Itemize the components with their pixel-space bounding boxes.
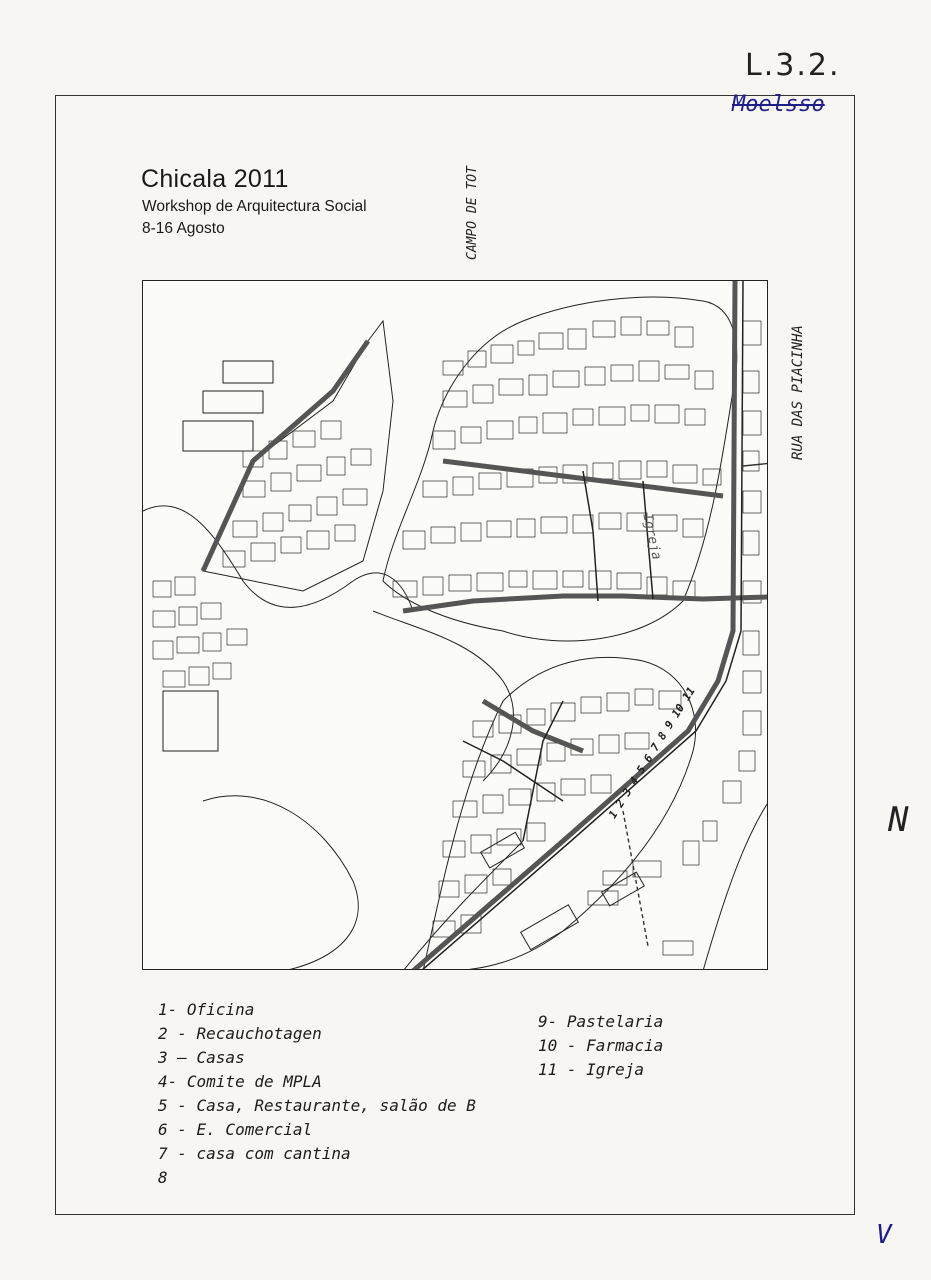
road-inner-1 bbox=[583, 471, 598, 601]
margin-mark: N bbox=[888, 800, 909, 840]
legend-item: 2 - Recauchotagen bbox=[158, 1024, 322, 1043]
legend-item: 8 bbox=[158, 1168, 168, 1187]
page-title: Chicala 2011 bbox=[141, 165, 289, 193]
map-drawing bbox=[143, 281, 768, 970]
legend-item: 6 - E. Comercial bbox=[158, 1120, 313, 1139]
road-cross-mid bbox=[403, 596, 768, 611]
road-inner-4 bbox=[463, 741, 563, 801]
road-coastal bbox=[413, 281, 735, 970]
coastline-lagoon bbox=[203, 796, 358, 970]
annotation-rua: RUA DAS PIACINHA bbox=[790, 325, 806, 460]
coastline-east bbox=[703, 801, 768, 970]
legend-right bbox=[538, 1010, 663, 1082]
check-mark: V bbox=[876, 1220, 892, 1250]
legend-item: 9- Pastelaria bbox=[538, 1012, 664, 1031]
legend-left bbox=[158, 998, 476, 1190]
page-dates: 8-16 Agosto bbox=[142, 220, 225, 237]
legend-item: 7 - casa com cantina bbox=[158, 1144, 351, 1163]
coastline-south bbox=[403, 841, 523, 970]
annotation-igreja: Igreja bbox=[639, 512, 664, 562]
legend-item: 3 — Casas bbox=[158, 1048, 245, 1067]
road-cross-north bbox=[443, 461, 723, 496]
legend-item: 11 - Igreja bbox=[538, 1060, 644, 1079]
south-peninsula-outline bbox=[423, 657, 696, 970]
road-inner-3 bbox=[523, 701, 563, 841]
annotation-route-numbers: 1 2 3 4 5 6 7 8 9 10 11 bbox=[606, 684, 698, 821]
annotation-campo: CAMPO DE TOT bbox=[465, 166, 480, 260]
road-west-loop bbox=[203, 341, 368, 571]
author-scribble: Moelsso bbox=[732, 92, 825, 117]
legend-item: 5 - Casa, Restaurante, salão de B bbox=[158, 1096, 476, 1115]
legend-item: 1- Oficina bbox=[158, 1000, 255, 1019]
legend-item: 10 - Farmacia bbox=[538, 1036, 664, 1055]
arrow-rua bbox=[743, 461, 768, 466]
site-map[interactable] bbox=[142, 280, 768, 970]
page-subtitle: Workshop de Arquitectura Social bbox=[142, 198, 367, 215]
road-south-branch bbox=[483, 701, 583, 751]
page-label: L.3.2. bbox=[745, 48, 841, 83]
legend-item: 4- Comite de MPLA bbox=[158, 1072, 322, 1091]
